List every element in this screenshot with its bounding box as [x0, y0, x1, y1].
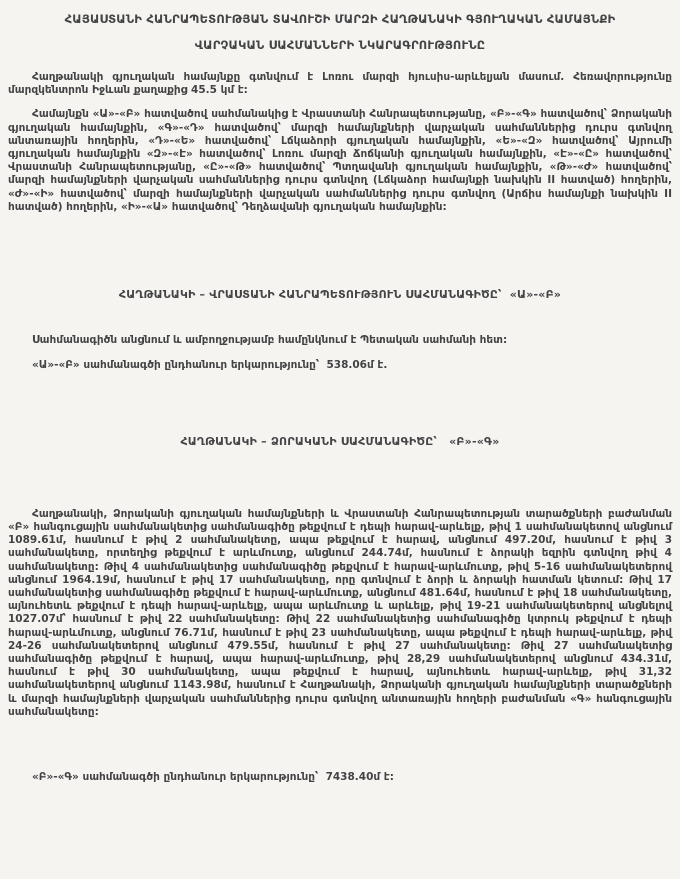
dzorakan-border-length-paragraph: «Բ»-«Գ» սահմանագծի ընդհանուր երկարությունը՝ 7438.40մ է: — [32, 771, 394, 784]
dzorakan-border-description-paragraph: Հաղթանակի, Ձորականի գյուղական համայնքների և Վրաստանի Հանրապետության տարածքների բաժանման «Բ» հանգուցային սահմանակետից սահմանագիծը թեքվում է դեպի հարավ-արևելք, թիվ 1 սահմանակետով անցնում 1089.61մ, հասնում է թիվ 2 սահմանակետը, ապա թեքվում է հարավ, անցնում 497.20մ, հասնում է թիվ 3 սահմանակետը, որտեղից թեքվում է արևմուտք, անցնում 244.74մ, հասնում է ձորակի եզրին գտնվող թիվ 4 սահմանակետը: Թիվ 4 սահմանակետից սահմանագիծը թեքվում է հարավ-արևմուտք, թիվ 5-16 սահմանակետերով անցնում 1964.19մ, հասնում է թիվ 17 սահմանակետը, որը գտնվում է ձորի և ձորակի հատման կետում: Թիվ 17 սահմանակետից սահմանագիծը թեքվում է հարավ-արևմուտք, անցնում 481.64մ, հասնում է թիվ 18 սահմանակետը, այնուհետև թեքվում է դեպի հարավ-արևելք, ապա արևմուտք և արևելք, թիվ 19-21 սահմանակետերով անցնելով 1027.07մ՝ հասնում է թիվ 22 սահմանակետը: Թիվ 22 սահմանակետից սահմանագիծը կտրուկ թեքվում է դեպի հարավ-արևմուտք, անցնում 76.71մ, հասնում է թիվ 23 սահմանակետը, ապա թեքվում է դեպի հարավ-արևելք, թիվ 24-26 սահմանակետերով անցնում 479.55մ, հասնում է թիվ 27 սահմանակետը: Թիվ 27 սահմանակետից սահմանագիծը թեքվում է հարավ, ապա հարավ-արևմուտք, թիվ 28,29 սահմանակետերով անցնում 434.31մ, հասնում է թիվ 30 սահմանակետը, ապա թեքվում է հարավ, այնուհետև հարավ-արևելք, թիվ 31,32 սահմանակետերով անցնում 1143.98մ, հասնում է Հաղթանակի, Ձորականի գյուղական համայնքների տարածքների և մարզի համայնքների վարչական սահմաններից դուրս գտնվող անտառային հողերի բաժանման «Գ» հանգուցային սահմանակետը: — [8, 507, 672, 718]
section-heading-georgia-border: ՀԱՂԹԱՆԱԿԻ – ՎՐԱՍՏԱՆԻ ՀԱՆՐԱՊԵՏՈՒԹՅՈՒՆ ՍԱՀՄԱՆԱԳԻԾԸ՝ «Ա»-«Բ» — [118, 288, 562, 302]
intro-borders-paragraph: Համայնքն «Ա»-«Բ» հատվածով սահմանակից է Վրաստանի Հանրապետությանը, «Բ»-«Գ» հատվածով՝ Ձորականի գյուղական համայնքին, «Գ»-«Դ» հատվածով՝ մարզի համայնքների վարչական սահմաններից դուրս գտնվող անտառային հողերին, «Դ»-«Ե» հատվածով՝ Լճկաձորի գյուղական համայնքին, «Ե»-«Զ» հատվածով՝ Այրումի գյուղական համայնքին «Զ»-«Է» հատվածով՝ Լոռու մարզի Ճոճկանի գյուղական համայնքին, «Է»-«Ը» հատվածով՝ Վրաստանի Հանրապետությանը, «Ը»-«Թ» հատվածով՝ Պտղավանի գյուղական համայնքին, «Թ»-«Ժ» հատվածով՝ մարզի համայնքների վարչական սահմաններից դուրս գտնվող (Լճկաձոր համայնքի նախկին II հատված) հողերին, «Ժ»-«Ի» հատվածով՝ մարզի համայնքների վարչական սահմաններից դուրս գտնվող (Արճիս համայնքի նախկին II հատված) հողերին, «Ի»-«Ա» հատվածով՝ Դեղձավանի գյուղական համայնքին: — [8, 108, 672, 213]
intro-location-paragraph: Հաղթանակի գյուղական համայնքը գտնվում է Լոռու մարզի հյուսիս-արևելյան մասում. Հեռավորությունը մարզկենտրոն Իջևան քաղաքից 45.5 կմ է: — [8, 71, 672, 97]
section-heading-dzorakan-border: ՀԱՂԹԱՆԱԿԻ – ՁՈՐԱԿԱՆԻ ՍԱՀՄԱՆԱԳԻԾԸ՝ «Բ»-«Գ» — [180, 434, 500, 448]
georgia-border-description-paragraph: Սահմանագիծն անցնում և ամբողջությամբ համընկնում է Պետական սահմանի հետ: — [32, 334, 508, 347]
document-title — [8, 6, 672, 58]
georgia-border-length-paragraph: «Ա»-«Բ» սահմանագծի ընդհանուր երկարությունը՝ 538.06մ է. — [32, 359, 388, 372]
document-title-line-2: ՎԱՐՉԱԿԱՆ ՍԱՀՄԱՆՆԵՐԻ ՆԿԱՐԱԳՐՈՒԹՅՈՒՆԸ — [194, 38, 486, 52]
document-title-line-1: ՀԱՅԱՍՏԱՆԻ ՀԱՆՐԱՊԵՏՈՒԹՅԱՆ ՏԱՎՈՒՇԻ ՄԱՐԶԻ ՀԱՂԹԱՆԱԿԻ ԳՅՈՒՂԱԿԱՆ ՀԱՄԱՅՆՔԻ — [64, 12, 616, 26]
